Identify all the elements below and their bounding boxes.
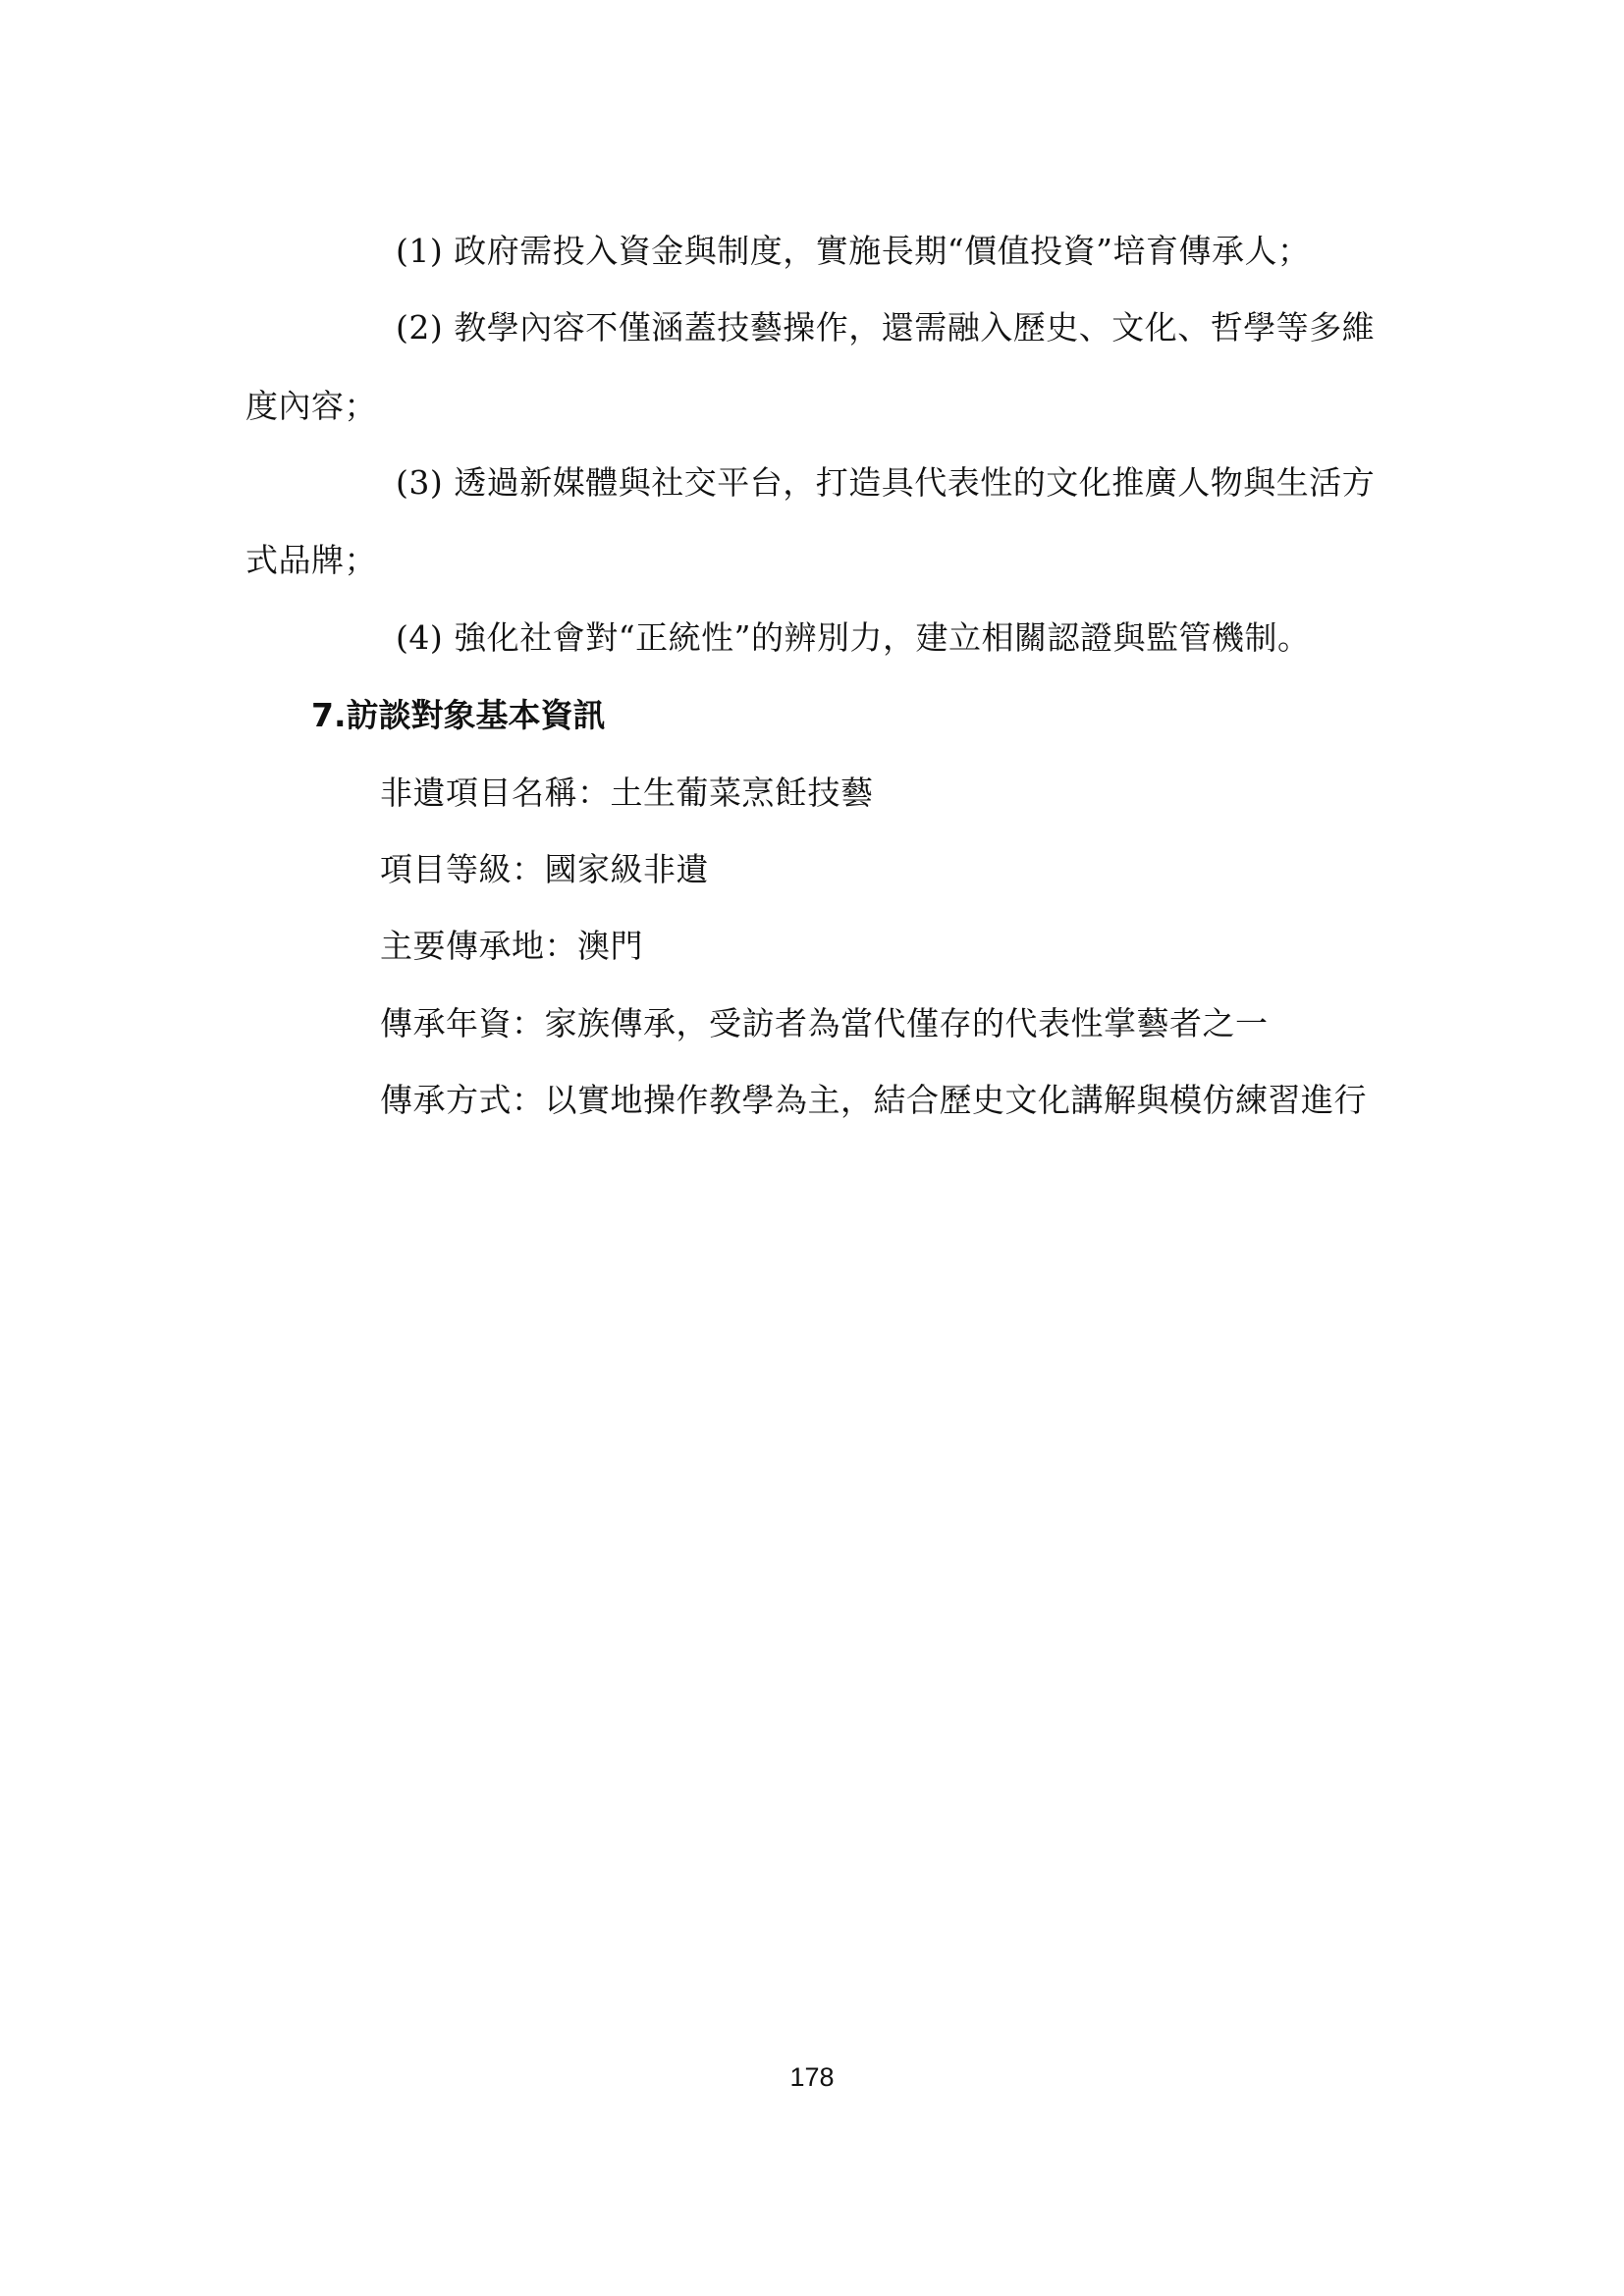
- info-field-inheritance-years: [380, 1004, 1269, 1043]
- measure-item-text: 教學內容不僅涵蓋技藝操作，還需融入歷史、文化、哲學等多維: [454, 308, 1376, 347]
- info-field-label: 主要傳承地：: [380, 927, 577, 965]
- info-field-value: 澳門: [577, 927, 643, 965]
- measure-item-2: [396, 308, 1375, 347]
- info-field-inheritance-method: [380, 1081, 1367, 1120]
- info-field-value: 土生葡菜烹飪技藝: [610, 774, 874, 812]
- info-field-project-name: [380, 774, 874, 813]
- page-number: 178: [789, 2062, 835, 2092]
- info-field-label: 傳承方式：: [380, 1081, 545, 1119]
- measure-item-number: (3): [396, 463, 444, 502]
- info-field-project-level: [380, 850, 709, 889]
- measure-item-2-continuation: 度內容；: [245, 387, 377, 425]
- measure-item-text: 強化社會對“正統性”的辨別力，建立相關認證與監管機制。: [454, 618, 1311, 657]
- measure-item-3: [396, 463, 1375, 503]
- measure-item-number: (1): [396, 232, 444, 270]
- info-field-value: 國家級非遺: [544, 850, 709, 888]
- section-heading: 7.訪談對象基本資訊: [311, 696, 606, 734]
- info-field-label: 非遺項目名稱：: [380, 774, 611, 812]
- measure-item-text: 政府需投入資金與制度，實施長期“價值投資”培育傳承人；: [454, 232, 1311, 270]
- measure-item-number: (4): [396, 618, 444, 657]
- info-field-label: 項目等級：: [380, 850, 545, 888]
- info-field-value: 家族傳承，受訪者為當代僅存的代表性掌藝者之一: [544, 1004, 1269, 1042]
- info-field-value: 以實地操作教學為主，結合歷史文化講解與模仿練習進行: [544, 1081, 1367, 1119]
- info-field-label: 傳承年資：: [380, 1004, 545, 1042]
- measure-item-text: 透過新媒體與社交平台，打造具代表性的文化推廣人物與生活方: [454, 463, 1376, 502]
- measure-item-1: [396, 232, 1311, 271]
- measure-item-4: [396, 618, 1311, 658]
- measure-item-number: (2): [396, 308, 444, 347]
- info-field-main-location: [380, 927, 643, 966]
- measure-item-3-continuation: 式品牌；: [245, 541, 377, 579]
